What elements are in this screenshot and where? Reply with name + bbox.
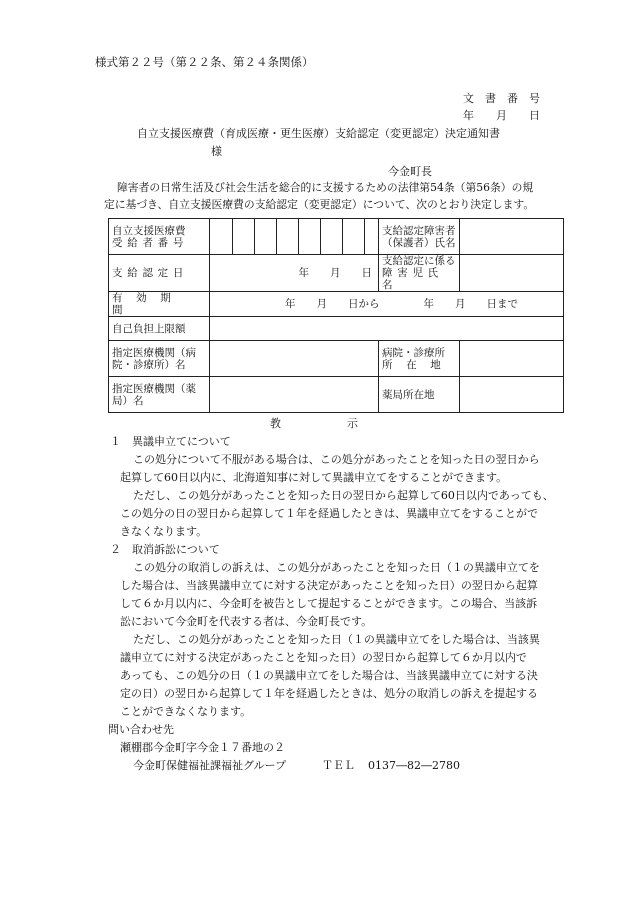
certification-date-value: [210, 255, 379, 292]
label-line: 所在地: [382, 358, 455, 371]
document-number-label: 文 書 番 号: [463, 92, 540, 105]
recipient-honorific: 様: [211, 145, 222, 158]
recipient-number-digit: [321, 219, 343, 255]
date-text: 年 月 日: [298, 267, 372, 279]
issuer-name: 今金町長: [388, 165, 432, 178]
table-row: [109, 292, 564, 317]
section-2-heading: ２ 取消訴訟について: [110, 543, 220, 556]
section-2-text: 議申立てに対する決定があったことを知った日）の翌日から起算して６か月以内で: [120, 651, 527, 664]
certification-date-label: [109, 255, 210, 292]
copay-limit-value: [210, 317, 564, 341]
label-line: 病院・診療所: [382, 346, 445, 359]
hospital-address-value: [460, 341, 564, 377]
pharmacy-name-label: [109, 377, 210, 413]
recipient-number-digit: [233, 219, 255, 255]
section-2-text: ことができなくなります。: [120, 705, 252, 718]
form-number: 様式第２２号（第２２条、第２４条関係）: [95, 55, 314, 69]
pharmacy-address-label: [379, 377, 460, 413]
contact-heading: 問い合わせ先: [108, 723, 174, 736]
table-row: [109, 255, 564, 292]
table-row: [109, 317, 564, 341]
section-2-text: この処分の取消しの訴えは、この処分があったことを知った日（１の異議申立てを: [133, 561, 540, 574]
section-2-text: した場合は、当該異議申立てに対する決定があったことを知った日）の翌日から起算: [120, 579, 538, 592]
label-line: 指定医療機関（薬: [112, 382, 196, 395]
section-2-text: 訟において今金町を代表する者は、今金町長です。: [120, 615, 373, 628]
contact-address: 瀬棚郡今金町字今金１７番地の２: [120, 741, 285, 754]
label-line: 局）名: [112, 394, 144, 407]
validity-to: 年 月 日まで: [423, 298, 518, 310]
contact-tel: 0137―82―2780: [368, 759, 460, 772]
label-line: 障害児氏名: [382, 267, 443, 291]
issue-date: 年 月 日: [463, 109, 540, 122]
contact-tel-label: ＴＥＬ: [322, 759, 355, 772]
instruction-heading: 教 示: [270, 417, 358, 430]
validity-value: [210, 292, 564, 317]
child-name-value: [460, 255, 564, 292]
recipient-number-digit: [299, 219, 321, 255]
table-row: [109, 341, 564, 377]
section-2-text: して６か月以内に、今金町を被告として提起することができます。この場合、当該訴: [120, 597, 538, 610]
recipient-number-digit: [210, 219, 233, 255]
table-row: [109, 219, 564, 255]
recipient-number-digit: [343, 219, 365, 255]
label-text: 有効期間: [112, 292, 185, 316]
document-title: 自立支援医療費（育成医療・更生医療）支給認定（変更認定）決定通知書: [137, 127, 500, 140]
label-text: 薬局所在地: [382, 388, 435, 401]
contact-department: 今金町保健福祉課福祉グループ: [133, 759, 287, 772]
recipient-number-label: [109, 219, 210, 255]
intro-line-2: 定に基づき、自立支援医療費の支給認定（変更認定）について、次のとおり決定します。: [104, 198, 535, 211]
certified-person-value: [460, 219, 564, 255]
label-line: （保護者）氏名: [382, 236, 456, 249]
label-line: 自立支援医療費: [112, 224, 186, 237]
certification-table: [108, 218, 564, 413]
validity-from: 年 月 日から: [285, 298, 380, 310]
pharmacy-name-value: [210, 377, 379, 413]
table-row: [109, 377, 564, 413]
validity-label: [109, 292, 210, 317]
copay-limit-label: [109, 317, 210, 341]
certified-person-label: [379, 219, 460, 255]
section-1-text: 起算して60日以内に、北海道知事に対して異議申立てをすることができます。: [120, 471, 508, 484]
recipient-number-digit: [365, 219, 379, 255]
hospital-name-value: [210, 341, 379, 377]
label-text: 支給認定日: [112, 267, 189, 279]
label-line: 受給者番号: [112, 236, 189, 249]
recipient-number-digit: [255, 219, 277, 255]
section-1-text: ただし、この処分があったことを知った日の翌日から起算して60日以内であっても、: [133, 489, 554, 502]
label-line: 指定医療機関（病: [112, 346, 196, 359]
section-2-text: 定の日）の翌日から起算して１年を経過したときは、処分の取消しの訴えを提起する: [120, 687, 538, 700]
section-1-text: この処分について不服がある場合は、この処分があったことを知った日の翌日から: [133, 453, 540, 466]
hospital-address-label: [379, 341, 460, 377]
section-1-text: この処分の日の翌日から起算して１年を経過したときは、異議申立てをすることがで: [120, 507, 538, 520]
label-text: 自己負担上限額: [112, 322, 186, 335]
section-1-heading: １ 異議申立てについて: [110, 435, 231, 448]
label-line: 支給認定に係る: [382, 255, 456, 267]
section-2-text: あっても、この処分の日（１の異議申立てをした場合は、当該異議申立てに対する決: [120, 669, 538, 682]
section-2-text: ただし、この処分があったことを知った日（１の異議申立てをした場合は、当該異: [133, 633, 540, 646]
child-name-label: [379, 255, 460, 292]
intro-line-1: 障害者の日常生活及び社会生活を総合的に支援するための法律第54条（第56条）の規: [117, 181, 534, 194]
recipient-number-digit: [277, 219, 299, 255]
label-line: 支給認定障害者: [382, 224, 456, 237]
pharmacy-address-value: [460, 377, 564, 413]
section-1-text: きなくなります。: [120, 525, 208, 538]
label-line: 院・診療所）名: [112, 358, 186, 371]
hospital-name-label: [109, 341, 210, 377]
